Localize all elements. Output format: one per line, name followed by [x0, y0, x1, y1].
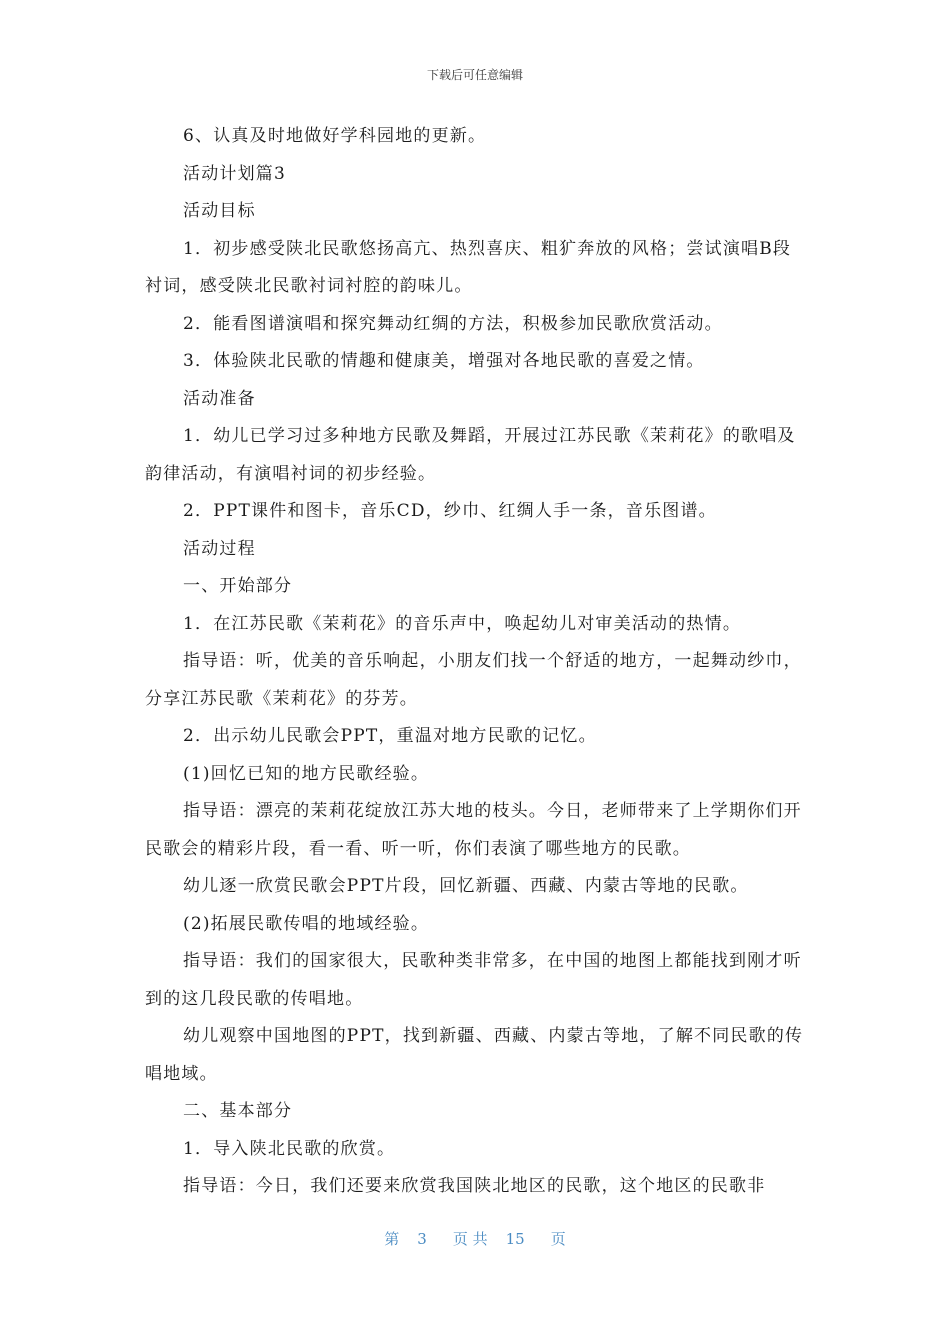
footer-suffix: 页 [550, 1230, 566, 1248]
paragraph: 幼儿观察中国地图的PPT，找到新疆、西藏、内蒙古等地，了解不同民歌的传唱地域。 [145, 1026, 804, 1084]
current-page-number: 3 [417, 1230, 427, 1248]
paragraph: 2．能看图谱演唱和探究舞动红绸的方法，积极参加民歌欣赏活动。 [183, 313, 723, 334]
paragraph: 指导语：今日，我们还要来欣赏我国陕北地区的民歌，这个地区的民歌非 [183, 1176, 766, 1196]
paragraph: 1．导入陕北民歌的欣赏。 [183, 1138, 396, 1159]
footer-middle: 页 共 [452, 1230, 488, 1248]
paragraph: 幼儿逐一欣赏民歌会PPT片段，回忆新疆、西藏、内蒙古等地的民歌。 [183, 876, 749, 896]
paragraph: 1．初步感受陕北民歌悠扬高亢、热烈喜庆、粗犷奔放的风格；尝试演唱B段衬词，感受陕北民歌衬词衬腔的韵味儿。 [145, 238, 792, 296]
paragraph: 2．PPT课件和图卡，音乐CD，纱巾、红绸人手一条，音乐图谱。 [183, 501, 717, 521]
page-header: 下载后可任意编辑 [426, 68, 523, 82]
paragraph: 2．出示幼儿民歌会PPT，重温对地方民歌的记忆。 [183, 726, 597, 746]
page-footer [0, 1228, 950, 1249]
total-pages-number: 15 [505, 1230, 525, 1248]
paragraph: 指导语：我们的国家很大，民歌种类非常多，在中国的地图上都能找到刚才听到的这几段民歌的传唱地。 [145, 951, 802, 1009]
paragraph: 二、基本部分 [183, 1101, 293, 1121]
paragraph: (1)回忆已知的地方民歌经验。 [183, 763, 430, 784]
paragraph: 1．幼儿已学习过多种地方民歌及舞蹈，开展过江苏民歌《茉莉花》的歌唱及韵律活动，有演唱衬词的初步经验。 [145, 426, 796, 484]
paragraph: 6、认真及时地做好学科园地的更新。 [183, 126, 487, 146]
paragraph: 一、开始部分 [183, 576, 293, 596]
section-title: 活动计划篇3 [183, 163, 287, 184]
document-body [145, 118, 807, 1206]
subsection-title: 活动准备 [183, 388, 256, 409]
paragraph: 指导语：听，优美的音乐响起，小朋友们找一个舒适的地方，一起舞动纱巾，分享江苏民歌《茉莉花》的芬芳。 [145, 651, 802, 709]
paragraph: 1．在江苏民歌《茉莉花》的音乐声中，唤起幼儿对审美活动的热情。 [183, 613, 742, 634]
subsection-title: 活动目标 [183, 201, 256, 221]
paragraph: (2)拓展民歌传唱的地域经验。 [183, 913, 430, 934]
paragraph: 3．体验陕北民歌的情趣和健康美，增强对各地民歌的喜爱之情。 [183, 351, 705, 371]
subsection-title: 活动过程 [183, 538, 256, 559]
paragraph: 指导语：漂亮的茉莉花绽放江苏大地的枝头。今日，老师带来了上学期你们开民歌会的精彩片段，看一看、听一听，你们表演了哪些地方的民歌。 [145, 801, 802, 859]
footer-prefix: 第 [384, 1230, 400, 1248]
